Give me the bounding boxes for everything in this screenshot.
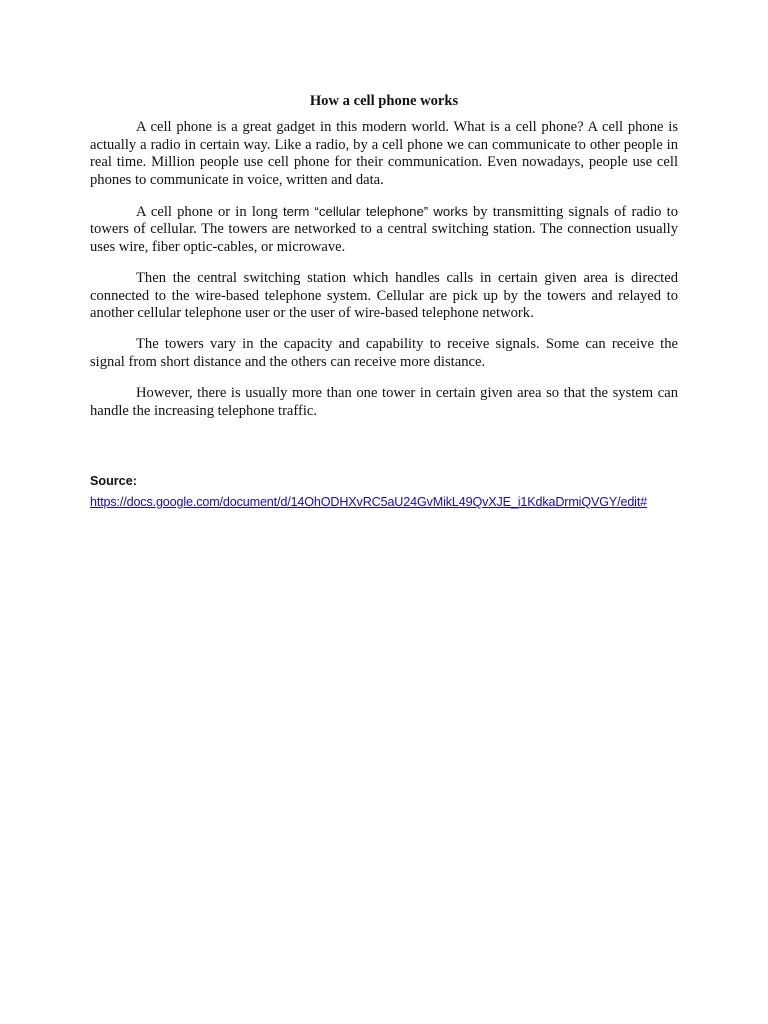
document-title: How a cell phone works bbox=[309, 93, 459, 109]
paragraph-5: However, there is usually more than one tower in certain given area so that the system can handle the increasing telephone traffic. bbox=[90, 385, 678, 419]
paragraph-2-end: by transmitting signals of radio to towers of cellular. The towers are networked to a central switching station. The connection usually uses wire, fiber optic-cables, or microwave. bbox=[90, 204, 678, 255]
document-body bbox=[90, 93, 678, 434]
source-label: Source: bbox=[90, 474, 137, 488]
paragraph-3: Then the central switching station which handles calls in certain given area is directed connected to the wire-based telephone system. Cellular are pick up by the towers and relayed to another cellular telephone user or the user of wire-based telephone network. bbox=[90, 270, 678, 322]
paragraph-2 bbox=[90, 203, 678, 256]
paragraph-2-term: term “cellular telephone” works bbox=[282, 204, 468, 220]
paragraph-1: A cell phone is a great gadget in this modern world. What is a cell phone? A cell phone is actually a radio in certain way. Like a radio, by a cell phone we can communicate to other people in real time. Million people use cell phone for their communication. Even nowadays, people use cell phones to communicate in voice, written and data. bbox=[90, 119, 678, 188]
paragraph-2-start: A cell phone or in long bbox=[136, 204, 283, 221]
source-section bbox=[90, 471, 710, 512]
paragraph-4: The towers vary in the capacity and capability to receive signals. Some can receive the signal from short distance and the others can receive more distance. bbox=[90, 336, 678, 370]
source-link[interactable]: https://docs.google.com/document/d/14OhODHXvRC5aU24GvMikL49QvXJE_i1KdkaDrmiQVGY/edit# bbox=[90, 495, 648, 509]
